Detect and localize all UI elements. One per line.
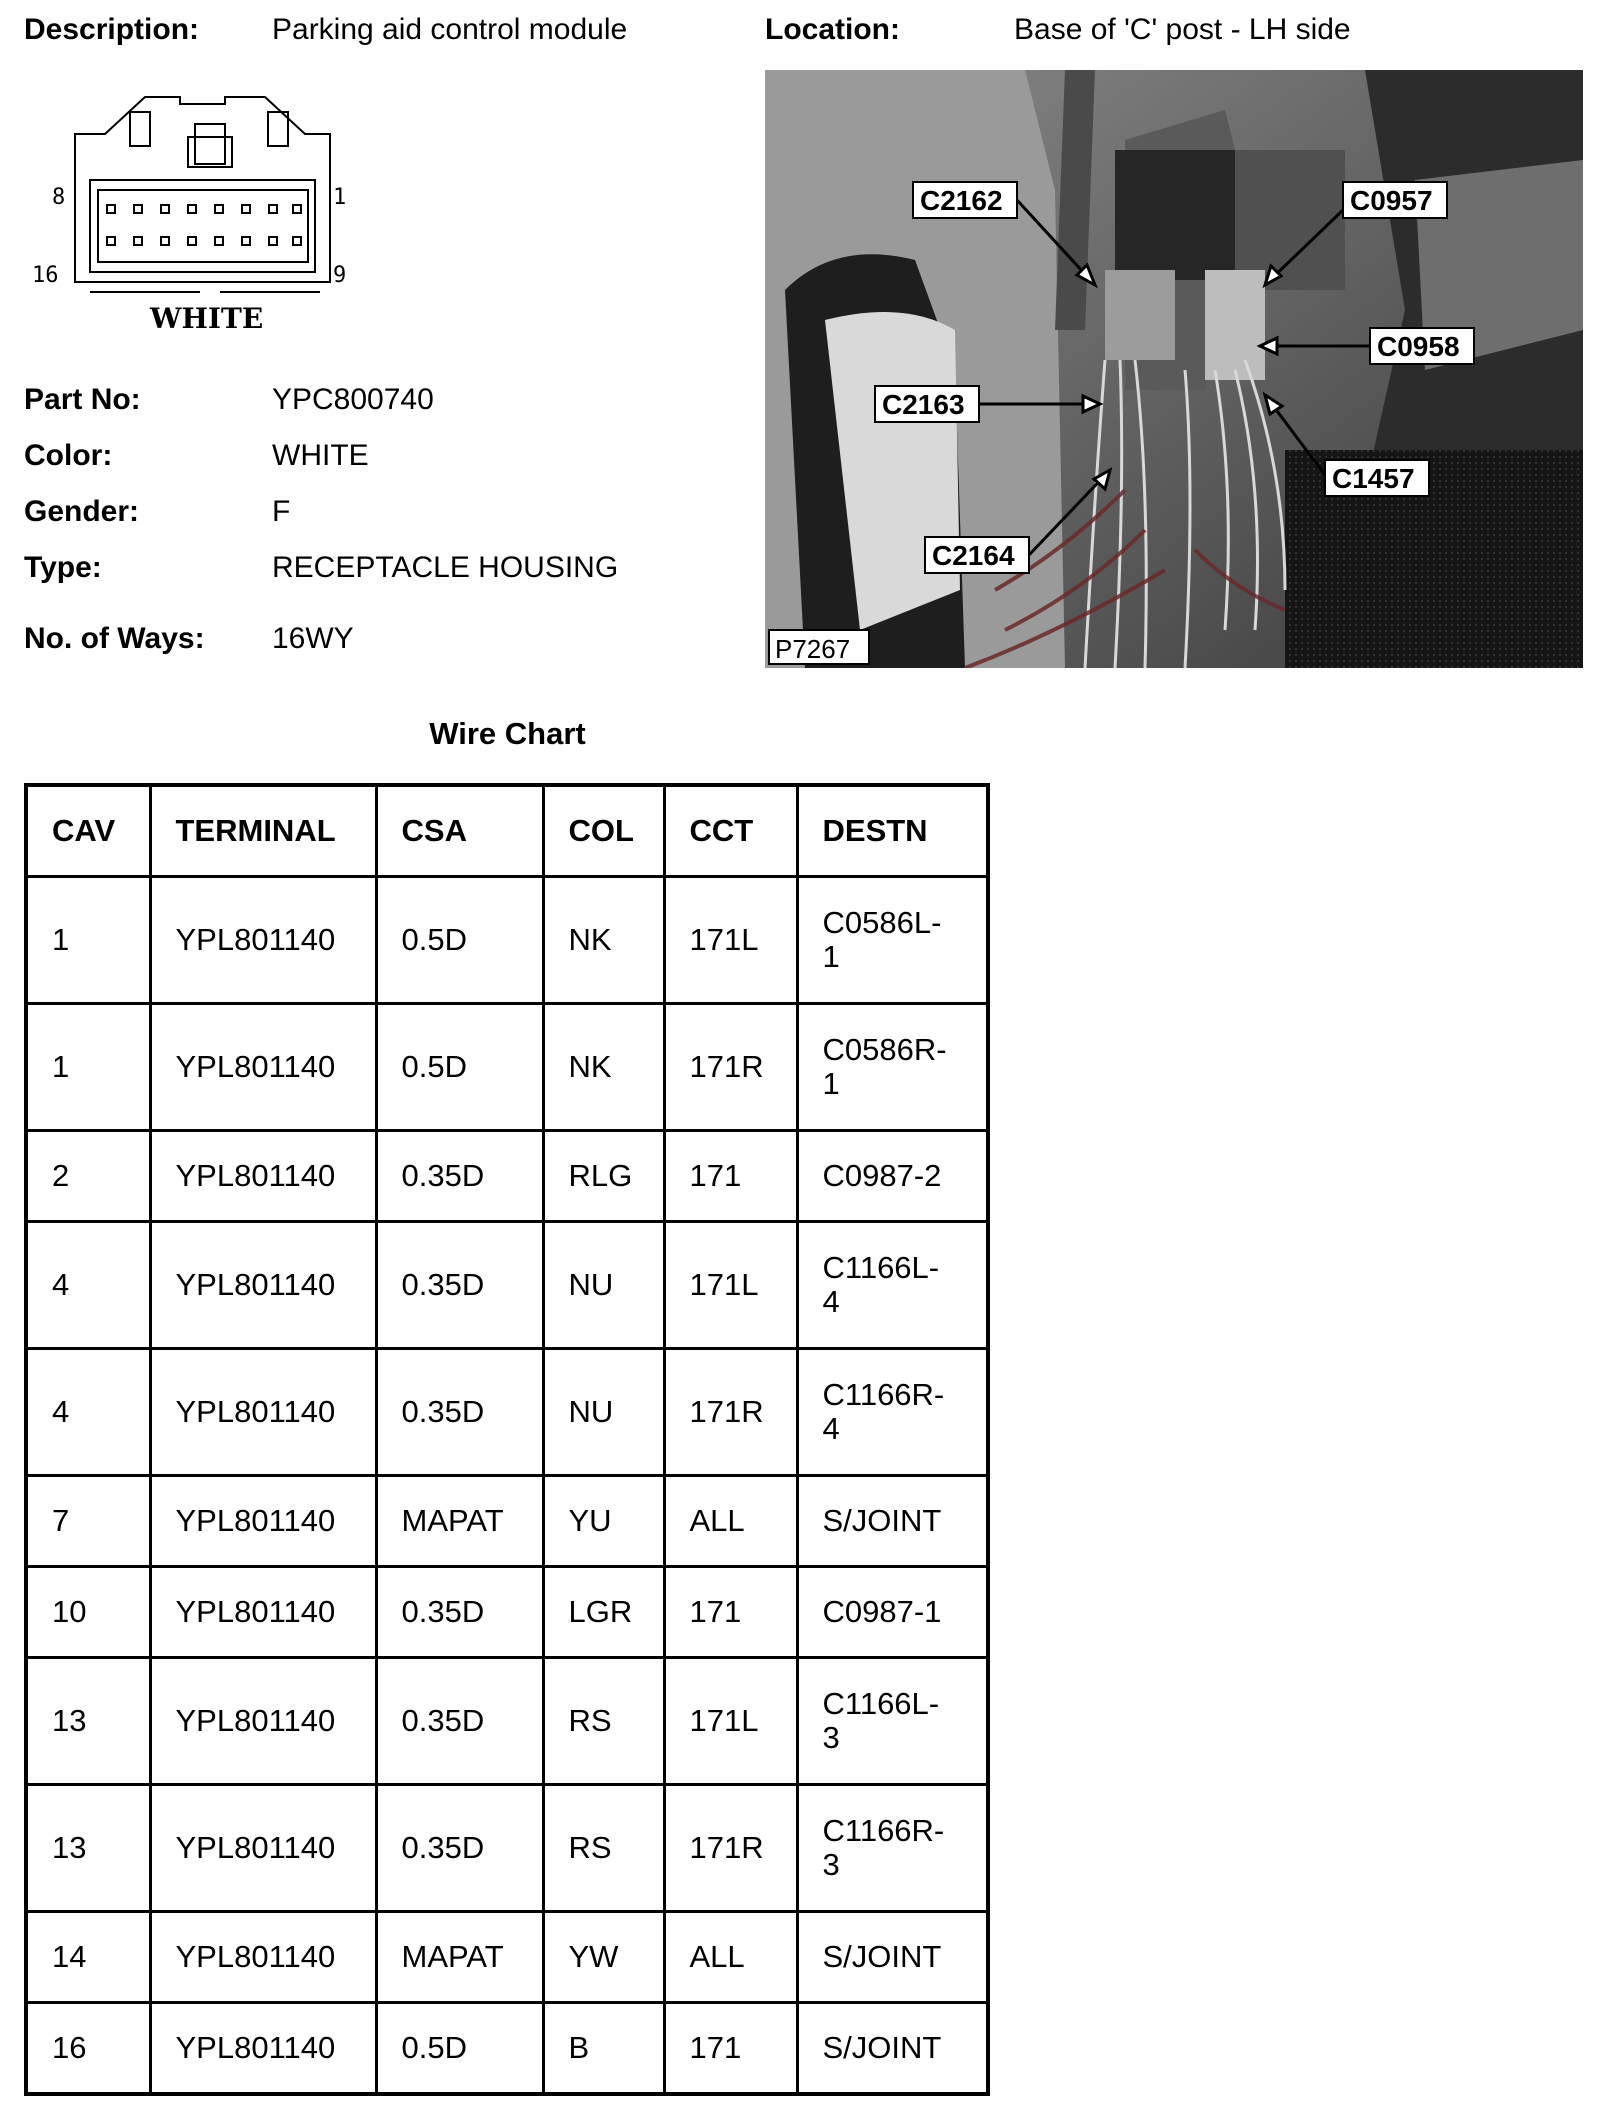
connector-face-diagram (20, 92, 380, 342)
part-no-value: YPC800740 (272, 383, 434, 416)
cell-terminal: YPL801140 (150, 1349, 376, 1476)
cell-terminal: YPL801140 (150, 1912, 376, 2003)
table-header-row (26, 785, 988, 877)
cell-col: NK (543, 877, 664, 1004)
table-row (26, 1567, 988, 1658)
cell-col: NU (543, 1222, 664, 1349)
cell-col: LGR (543, 1567, 664, 1658)
cell-col: RS (543, 1658, 664, 1785)
cell-destn: C1166R-3 (797, 1785, 988, 1912)
description-label: Description: (24, 13, 200, 46)
table-row (26, 1222, 988, 1349)
cell-destn: S/JOINT (797, 1476, 988, 1567)
cell-csa: 0.5D (376, 877, 543, 1004)
table-row (26, 1658, 988, 1785)
cell-cct: 171 (664, 2003, 797, 2094)
cell-cct: ALL (664, 1476, 797, 1567)
cell-csa: 0.5D (376, 1004, 543, 1131)
cell-csa: 0.35D (376, 1785, 543, 1912)
cell-terminal: YPL801140 (150, 1785, 376, 1912)
ways-value: 16WY (272, 622, 354, 655)
gender-value: F (272, 495, 291, 528)
cell-cav: 14 (26, 1912, 150, 2003)
cell-col: RLG (543, 1131, 664, 1222)
table-row (26, 1349, 988, 1476)
callout-c0958: C0958 (1377, 331, 1460, 362)
cell-cav: 1 (26, 877, 150, 1004)
pin-label-8: 8 (52, 185, 66, 210)
cell-cav: 13 (26, 1785, 150, 1912)
location-value: Base of 'C' post - LH side (1014, 13, 1351, 46)
cell-csa: 0.35D (376, 1222, 543, 1349)
description-value: Parking aid control module (272, 13, 628, 46)
col-header-csa: CSA (376, 785, 543, 877)
table-row (26, 1912, 988, 2003)
cell-destn: C1166R-4 (797, 1349, 988, 1476)
callout-c2164: C2164 (932, 540, 1015, 571)
cell-cav: 16 (26, 2003, 150, 2094)
cell-cav: 7 (26, 1476, 150, 1567)
cell-col: B (543, 2003, 664, 2094)
cell-cct: ALL (664, 1912, 797, 2003)
col-header-destn: DESTN (797, 785, 988, 877)
cell-destn: C1166L-4 (797, 1222, 988, 1349)
col-header-cav: CAV (26, 785, 150, 877)
cell-destn: C0586R-1 (797, 1004, 988, 1131)
cell-col: NK (543, 1004, 664, 1131)
cell-col: RS (543, 1785, 664, 1912)
cell-destn: C1166L-3 (797, 1658, 988, 1785)
cell-csa: 0.35D (376, 1131, 543, 1222)
cell-terminal: YPL801140 (150, 2003, 376, 2094)
cell-destn: S/JOINT (797, 1912, 988, 2003)
col-header-col: COL (543, 785, 664, 877)
cell-terminal: YPL801140 (150, 1567, 376, 1658)
cell-cct: 171L (664, 877, 797, 1004)
type-value: RECEPTACLE HOUSING (272, 551, 619, 584)
cell-destn: C0987-2 (797, 1131, 988, 1222)
cell-col: YW (543, 1912, 664, 2003)
callout-c2162: C2162 (920, 185, 1003, 216)
table-row (26, 877, 988, 1004)
gender-label: Gender: (24, 495, 140, 528)
callout-c2163: C2163 (882, 389, 965, 420)
table-row (26, 1785, 988, 1912)
wire-chart-title: Wire Chart (429, 716, 586, 751)
pin-label-9: 9 (333, 263, 347, 288)
cell-destn: C0586L-1 (797, 877, 988, 1004)
type-label: Type: (24, 551, 102, 584)
color-label: Color: (24, 439, 113, 472)
cell-terminal: YPL801140 (150, 1222, 376, 1349)
cell-cct: 171R (664, 1004, 797, 1131)
ways-label: No. of Ways: (24, 622, 205, 655)
cell-csa: MAPAT (376, 1912, 543, 2003)
callout-c0957: C0957 (1350, 185, 1433, 216)
connector-color-label: WHITE (150, 302, 264, 335)
location-label: Location: (765, 13, 900, 46)
pin-label-16: 16 (32, 263, 59, 288)
cell-terminal: YPL801140 (150, 1004, 376, 1131)
pin-label-1: 1 (333, 185, 347, 210)
cell-cct: 171R (664, 1349, 797, 1476)
table-row (26, 2003, 988, 2094)
location-photo (765, 70, 1583, 668)
cell-cct: 171 (664, 1567, 797, 1658)
cell-cav: 4 (26, 1222, 150, 1349)
cell-cct: 171 (664, 1131, 797, 1222)
cell-cav: 10 (26, 1567, 150, 1658)
cell-cav: 1 (26, 1004, 150, 1131)
cell-col: NU (543, 1349, 664, 1476)
part-no-label: Part No: (24, 383, 141, 416)
cell-destn: S/JOINT (797, 2003, 988, 2094)
cell-cct: 171L (664, 1658, 797, 1785)
table-row (26, 1476, 988, 1567)
table-row (26, 1004, 988, 1131)
cell-cct: 171R (664, 1785, 797, 1912)
cell-csa: 0.35D (376, 1658, 543, 1785)
callout-c1457: C1457 (1332, 463, 1415, 494)
cell-cct: 171L (664, 1222, 797, 1349)
cell-cav: 2 (26, 1131, 150, 1222)
cell-destn: C0987-1 (797, 1567, 988, 1658)
cell-cav: 13 (26, 1658, 150, 1785)
cell-terminal: YPL801140 (150, 1658, 376, 1785)
cell-csa: MAPAT (376, 1476, 543, 1567)
cell-csa: 0.35D (376, 1567, 543, 1658)
cell-col: YU (543, 1476, 664, 1567)
col-header-terminal: TERMINAL (150, 785, 376, 877)
cell-terminal: YPL801140 (150, 877, 376, 1004)
cell-cav: 4 (26, 1349, 150, 1476)
cell-csa: 0.35D (376, 1349, 543, 1476)
color-value: WHITE (272, 439, 369, 472)
cell-terminal: YPL801140 (150, 1476, 376, 1567)
cell-csa: 0.5D (376, 2003, 543, 2094)
col-header-cct: CCT (664, 785, 797, 877)
photo-id: P7267 (775, 634, 851, 664)
wire-chart-table (24, 783, 990, 2096)
table-row (26, 1131, 988, 1222)
cell-terminal: YPL801140 (150, 1131, 376, 1222)
